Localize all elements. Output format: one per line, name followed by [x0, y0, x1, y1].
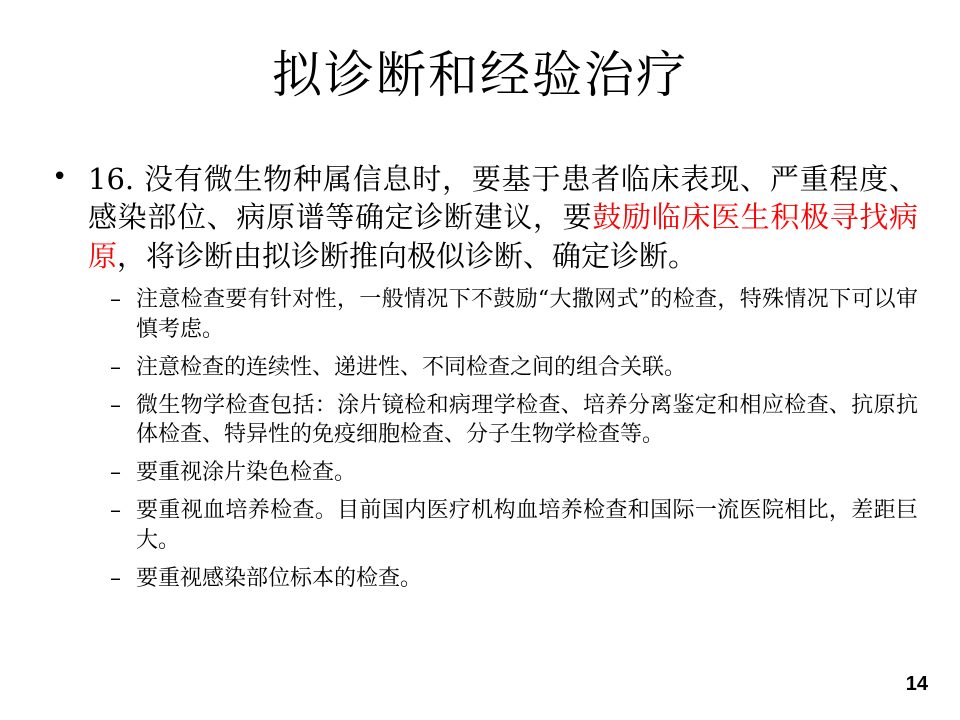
list-item — [110, 564, 918, 594]
dash-marker-icon: – — [110, 566, 121, 592]
list-item — [110, 458, 918, 488]
main-bullet-item — [52, 160, 918, 275]
main-text-part-2: ，将诊断由拟诊断推向极似诊断、确定诊断。 — [117, 238, 698, 273]
page-title: 拟诊断和经验治疗 — [272, 46, 688, 104]
list-item-label: 注意检查的连续性、递进性、不同检查之间的组合关联。 — [136, 354, 687, 380]
list-item — [110, 353, 918, 383]
dash-marker-icon: – — [110, 392, 121, 418]
bullet-marker-icon: • — [52, 162, 68, 192]
list-item-label: 微生物学检查包括：涂片镜检和病理学检查、培养分离鉴定和相应检查、抗原抗体检查、特异性的免疫细胞检查、分子生物学检查等。 — [136, 392, 918, 448]
sub-bullet-list — [52, 285, 918, 594]
list-item-label: 要重视涂片染色检查。 — [136, 460, 357, 486]
list-item-label: 要重视感染部位标本的检查。 — [136, 566, 423, 592]
dash-marker-icon: – — [110, 460, 121, 486]
page-number: 14 — [905, 673, 928, 695]
main-text-highlight: 鼓励临床医生积极寻找病原 — [88, 200, 918, 273]
dash-marker-icon: – — [110, 354, 121, 380]
slide-body — [52, 160, 918, 602]
list-item — [110, 285, 918, 345]
dash-marker-icon: – — [110, 286, 121, 312]
dash-marker-icon: – — [110, 498, 121, 524]
main-bullet-text — [88, 160, 918, 275]
list-item — [110, 391, 918, 451]
list-item-label: 要重视血培养检查。目前国内医疗机构血培养检查和国际一流医院相比，差距巨大。 — [136, 498, 918, 554]
list-item — [110, 496, 918, 556]
main-text-part-1: 16. 没有微生物种属信息时，要基于患者临床表现、严重程度、感染部位、病原谱等确定诊断建议，要 — [88, 162, 918, 235]
list-item-label: 注意检查要有针对性，一般情况下不鼓励“大撒网式”的检查，特殊情况下可以审慎考虑。 — [136, 286, 918, 342]
